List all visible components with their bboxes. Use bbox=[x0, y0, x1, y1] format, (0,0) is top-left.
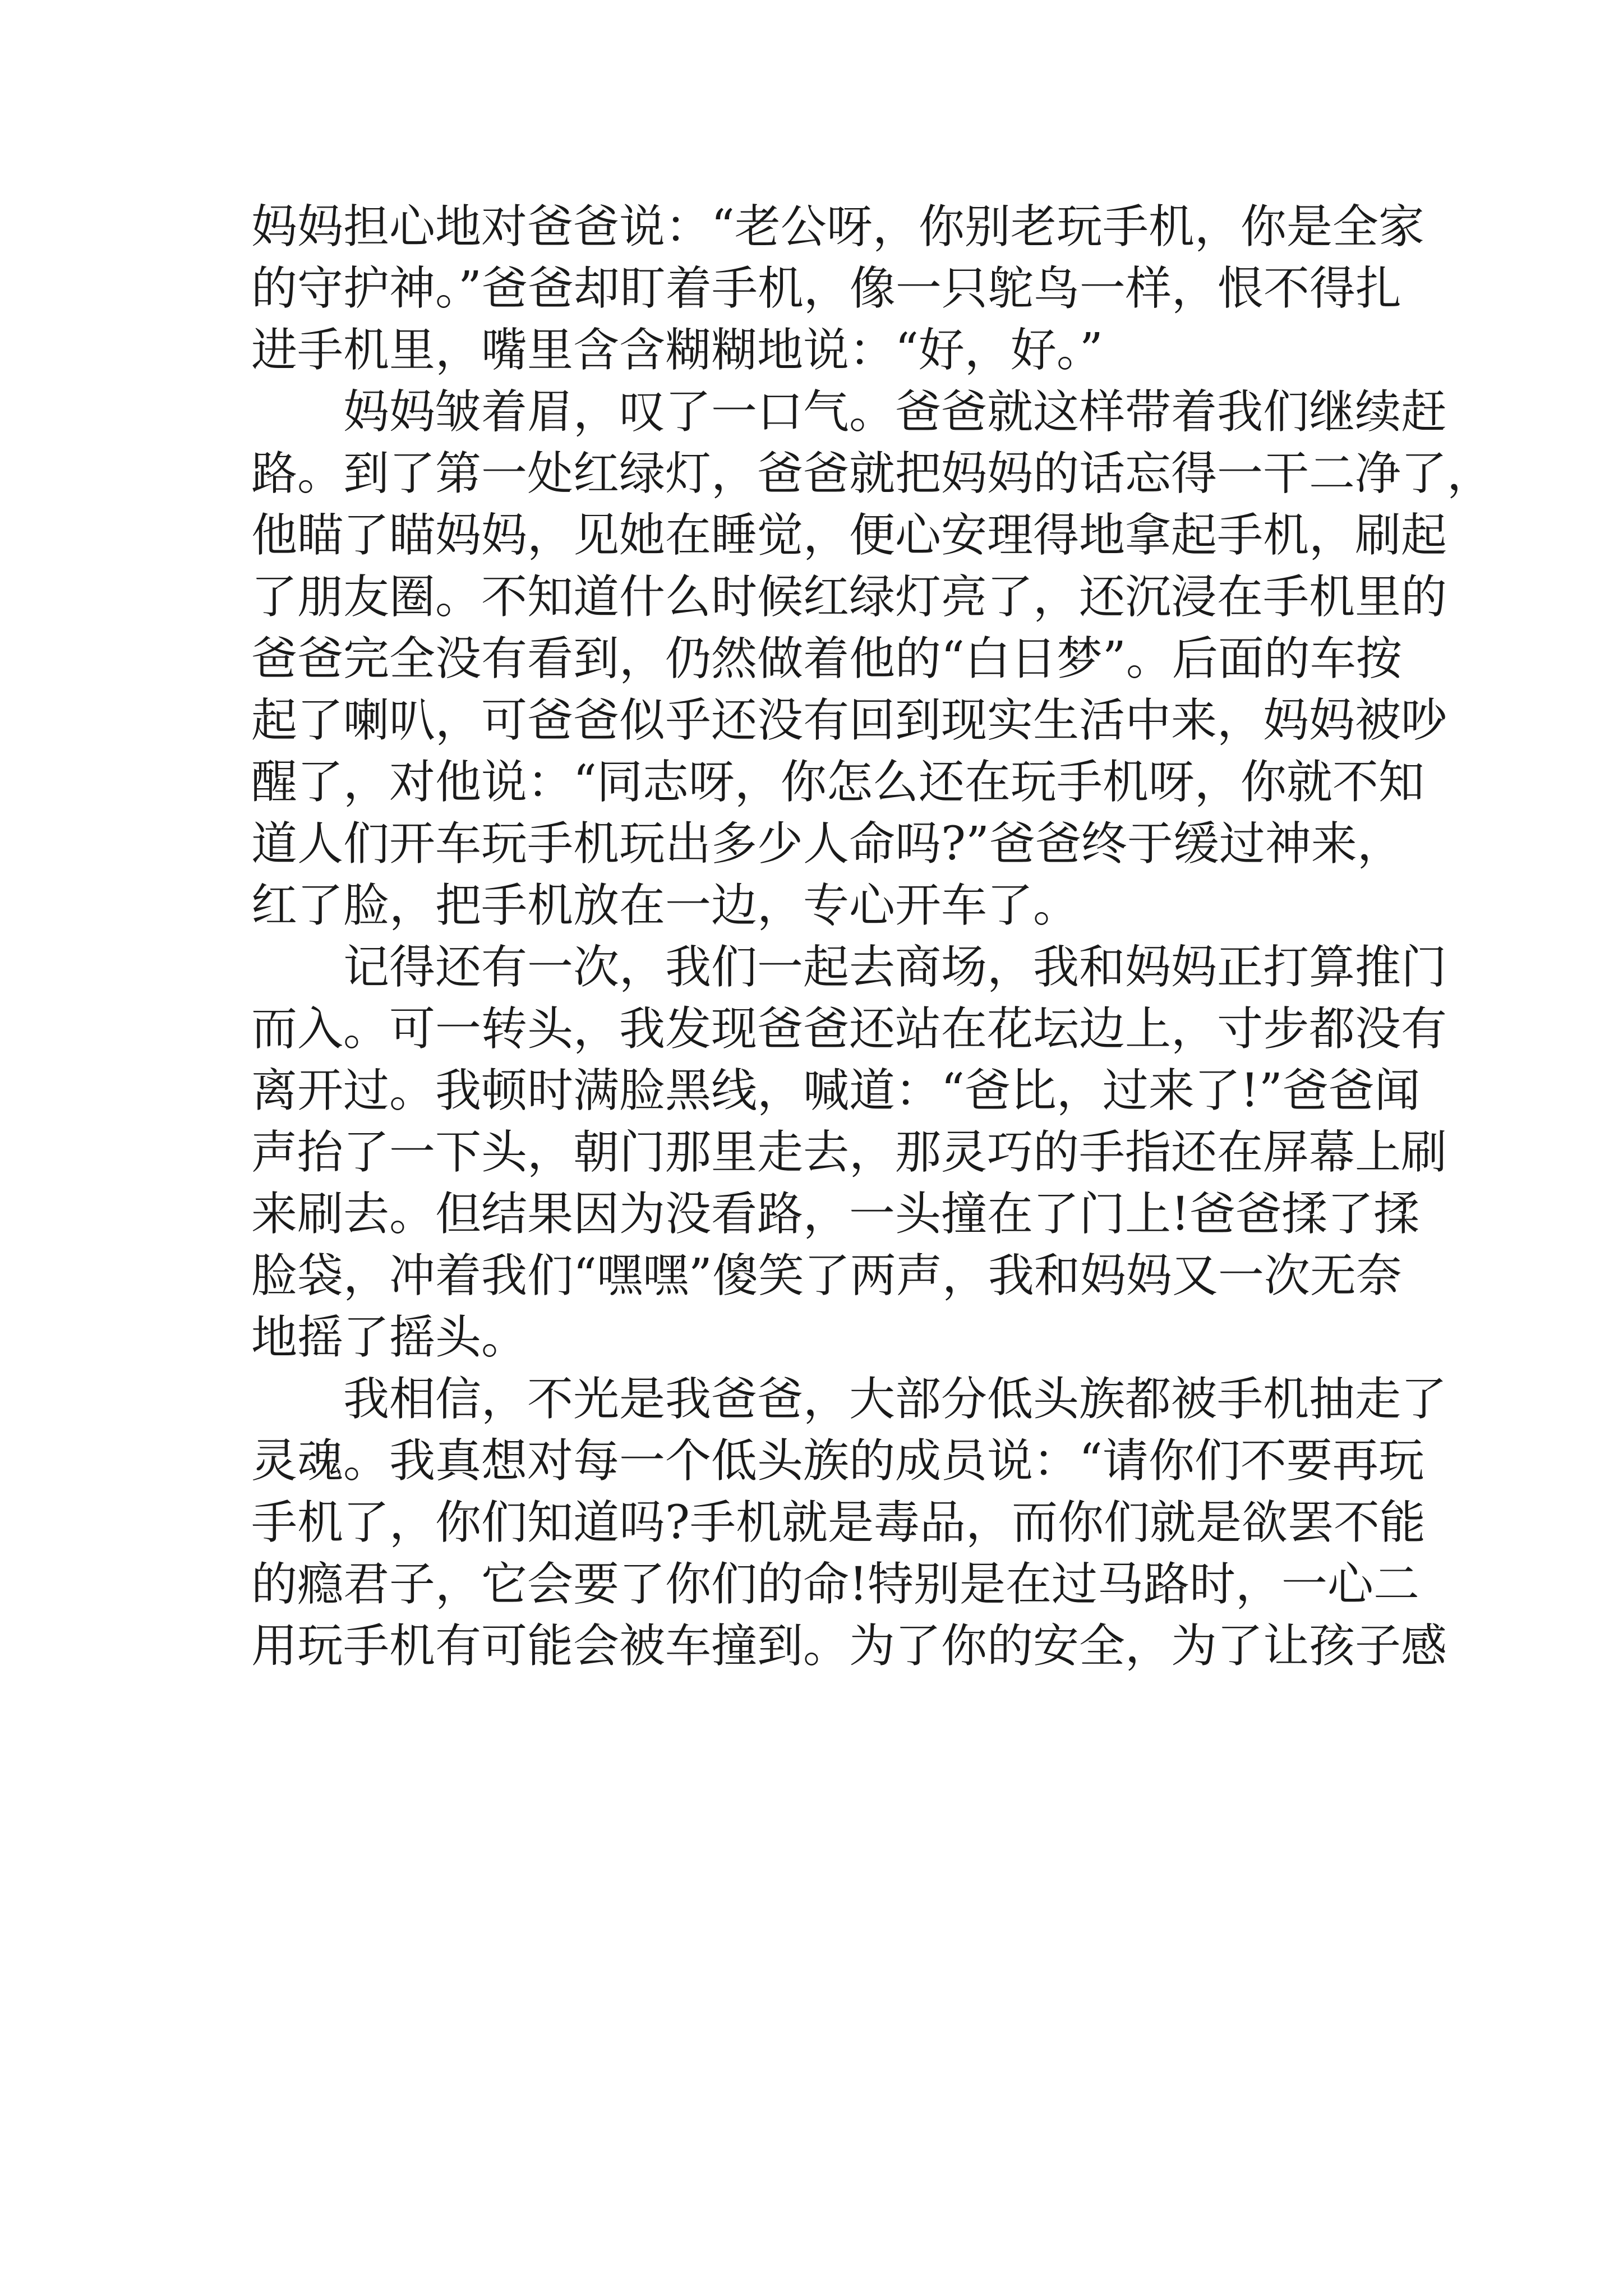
text-line: 红了脸，把手机放在一边，专心开车了。 bbox=[251, 879, 1080, 932]
paragraph-3 bbox=[251, 937, 1447, 1369]
text-line: 我相信，不光是我爸爸，大部分低头族都被手机抽走了 bbox=[343, 1373, 1447, 1426]
text-line: 进手机里，嘴里含含糊糊地说：“好，好。” bbox=[251, 324, 1103, 377]
text-line: 记得还有一次，我们一起去商场，我和妈妈正打算推门 bbox=[343, 941, 1447, 994]
text-line: 妈妈皱着眉，叹了一口气。爸爸就这样带着我们继续赶 bbox=[343, 385, 1447, 439]
paragraph-4 bbox=[251, 1369, 1447, 1677]
text-line: 用玩手机有可能会被车撞到。为了你的安全，为了让孩子感 bbox=[251, 1619, 1447, 1673]
text-line: 灵魂。我真想对每一个低头族的成员说：“请你们不要再玩 bbox=[251, 1434, 1424, 1488]
text-line: 声抬了一下头，朝门那里走去，那灵巧的手指还在屏幕上刷 bbox=[251, 1126, 1447, 1179]
text-line: 起了喇叭，可爸爸似乎还没有回到现实生活中来，妈妈被吵 bbox=[251, 694, 1447, 747]
text-line: 的守护神。”爸爸却盯着手机，像一只鸵鸟一样，恨不得扎 bbox=[251, 262, 1401, 315]
text-line: 妈妈担心地对爸爸说：“老公呀，你别老玩手机，你是全家 bbox=[251, 200, 1424, 254]
text-line: 的瘾君子，它会要了你们的命!特别是在过马路时，一心二 bbox=[251, 1558, 1419, 1611]
text-line: 离开过。我顿时满脸黑线，喊道：“爸比，过来了!”爸爸闻 bbox=[251, 1064, 1421, 1117]
text-line: 脸袋，冲着我们“嘿嘿”傻笑了两声，我和妈妈又一次无奈 bbox=[251, 1249, 1402, 1303]
body-text bbox=[251, 196, 1493, 1677]
text-line: 道人们开车玩手机玩出多少人命吗?”爸爸终于缓过神来， bbox=[251, 817, 1403, 871]
text-line: 地摇了摇头。 bbox=[251, 1311, 528, 1364]
paragraph-1 bbox=[251, 196, 1424, 381]
text-line: 手机了，你们知道吗?手机就是毒品，而你们就是欲罢不能 bbox=[251, 1496, 1426, 1549]
text-line: 他瞄了瞄妈妈，见她在睡觉，便心安理得地拿起手机，刷起 bbox=[251, 509, 1447, 562]
text-line: 爸爸完全没有看到，仍然做着他的“白日梦”。后面的车按 bbox=[251, 632, 1402, 685]
text-line: 而入。可一转头，我发现爸爸还站在花坛边上，寸步都没有 bbox=[251, 1002, 1447, 1056]
text-line: 醒了，对他说：“同志呀，你怎么还在玩手机呀，你就不知 bbox=[251, 756, 1424, 809]
text-line: 路。到了第一处红绿灯，爸爸就把妈妈的话忘得一干二净了， bbox=[251, 447, 1493, 500]
text-line: 了朋友圈。不知道什么时候红绿灯亮了，还沉浸在手机里的 bbox=[251, 570, 1447, 624]
text-line: 来刷去。但结果因为没看路，一头撞在了门上!爸爸揉了揉 bbox=[251, 1188, 1419, 1241]
paragraph-2 bbox=[251, 381, 1493, 937]
